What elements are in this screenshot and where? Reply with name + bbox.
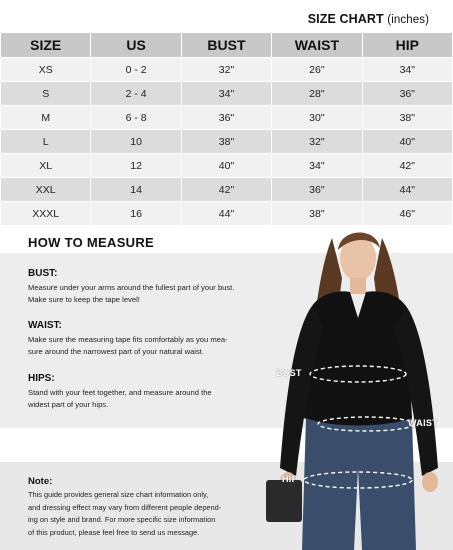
cell-size: XXL (1, 178, 91, 202)
note-block (28, 476, 268, 539)
cell-hip: 44" (362, 178, 452, 202)
note-text-line: ing on style and brand. For more specific size information (28, 515, 216, 524)
hips-instructions (28, 373, 278, 411)
blouse-shape (304, 291, 412, 427)
size-chart-title (308, 12, 429, 26)
hip-callout: HIP (282, 474, 298, 484)
cell-size: M (1, 106, 91, 130)
column-header-hip: HIP (362, 33, 452, 58)
cell-us: 16 (91, 202, 181, 226)
bust-instructions (28, 268, 278, 306)
column-header-us: US (91, 33, 181, 58)
column-header-waist: WAIST (272, 33, 362, 58)
cell-hip: 46" (362, 202, 452, 226)
cell-us: 0 - 2 (91, 58, 181, 82)
cell-hip: 34" (362, 58, 452, 82)
how-to-measure-heading: HOW TO MEASURE (28, 235, 155, 250)
table-row (1, 82, 453, 106)
cell-us: 10 (91, 130, 181, 154)
cell-size: XL (1, 154, 91, 178)
table-row (1, 58, 453, 82)
size-chart-table (0, 32, 453, 226)
clutch-bag-shape (266, 480, 302, 522)
table-header-row (1, 33, 453, 58)
hips-heading: HIPS: (28, 373, 55, 384)
table-row (1, 154, 453, 178)
model-illustration (262, 218, 453, 550)
column-header-size: SIZE (1, 33, 91, 58)
cell-bust: 34" (181, 82, 271, 106)
jeans-shape (302, 418, 416, 550)
cell-size: S (1, 82, 91, 106)
cell-us: 6 - 8 (91, 106, 181, 130)
table-row (1, 130, 453, 154)
bust-text-line: Make sure to keep the tape level! (28, 295, 140, 304)
waist-text-line: sure around the narrowest part of your natural waist. (28, 347, 205, 356)
cell-hip: 38" (362, 106, 452, 130)
bust-heading: BUST: (28, 268, 58, 279)
cell-waist: 26" (272, 58, 362, 82)
cell-waist: 36" (272, 178, 362, 202)
cell-waist: 32" (272, 130, 362, 154)
hips-text-line: widest part of your hips. (28, 400, 109, 409)
note-heading: Note: (28, 476, 53, 487)
cell-us: 2 - 4 (91, 82, 181, 106)
cell-bust: 44" (181, 202, 271, 226)
cell-waist: 38" (272, 202, 362, 226)
neck-shape (350, 278, 366, 294)
note-text-line: of this product, please feel free to send us message. (28, 527, 200, 537)
hips-text-line: Stand with your feet together, and measure around the (28, 388, 212, 397)
column-header-bust: BUST (181, 33, 271, 58)
cell-waist: 34" (272, 154, 362, 178)
cell-waist: 28" (272, 82, 362, 106)
waist-heading: WAIST: (28, 320, 62, 331)
hand-shape (422, 472, 438, 492)
size-chart-title-text: SIZE CHART (307, 12, 384, 26)
cell-size: XS (1, 58, 91, 82)
waist-instructions (28, 320, 278, 358)
cell-size: L (1, 130, 91, 154)
cell-bust: 42" (181, 178, 271, 202)
waist-callout: WAIST (408, 418, 438, 428)
cell-bust: 32" (181, 58, 271, 82)
size-chart-unit: (inches) (387, 14, 429, 26)
note-text-line: and dressing effect may vary from different people depend- (28, 502, 222, 512)
bust-text-line: Measure under your arms around the fullest part of your bust. (28, 283, 235, 292)
model-figure (262, 218, 453, 550)
cell-size: XXXL (1, 202, 91, 226)
cell-bust: 36" (181, 106, 271, 130)
table-row (1, 178, 453, 202)
cell-waist: 30" (272, 106, 362, 130)
cell-hip: 36" (362, 82, 452, 106)
cell-us: 14 (91, 178, 181, 202)
note-text-line: This guide provides general size chart information only, (28, 490, 209, 499)
waist-text-line: Make sure the measuring tape fits comfortably as you mea- (28, 335, 228, 344)
cell-bust: 38" (181, 130, 271, 154)
cell-hip: 42" (362, 154, 452, 178)
bust-callout: BUST (276, 368, 302, 378)
cell-hip: 40" (362, 130, 452, 154)
cell-bust: 40" (181, 154, 271, 178)
table-row (1, 106, 453, 130)
cell-us: 12 (91, 154, 181, 178)
